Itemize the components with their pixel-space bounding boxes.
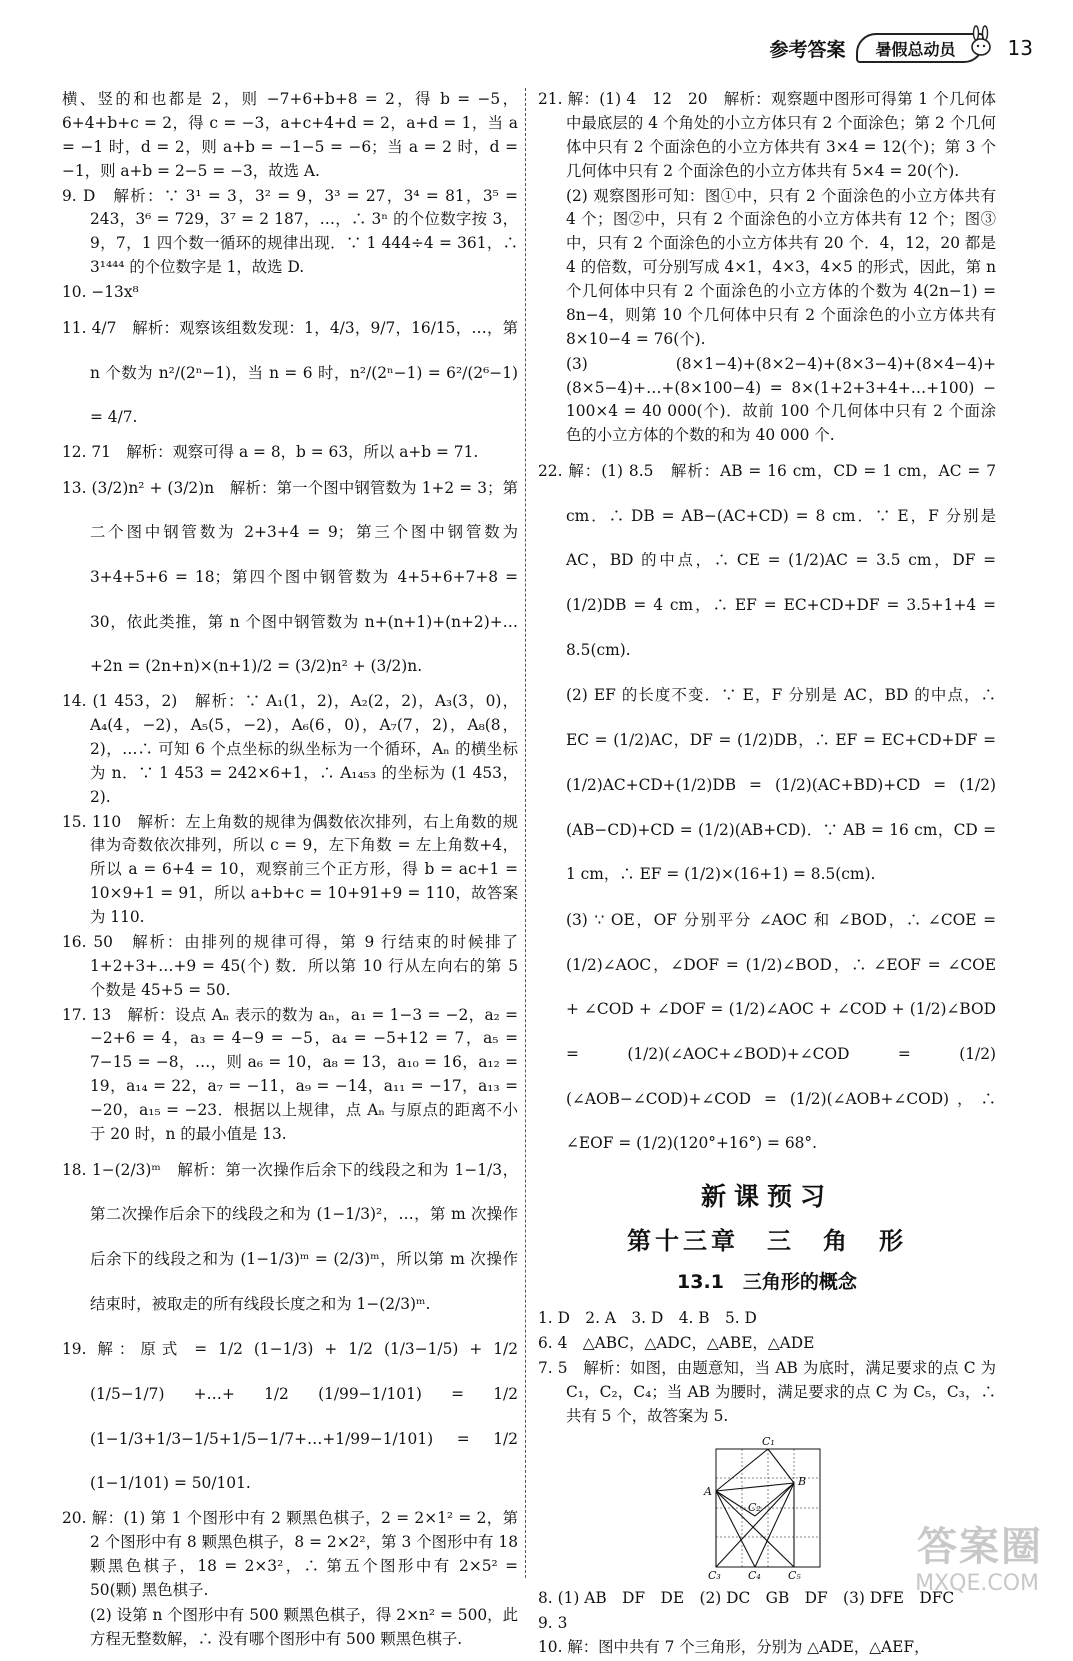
label-c2: C₂ (748, 1500, 761, 1514)
answer-22-part2: (2) EF 的长度不变．∵ E，F 分别是 AC，BD 的中点，∴ EC = (1/2)AC，DF = (1/2)DB，∴ EF = EC+CD+DF = (1/2)AC+CD+(1/2)DB = (1/2)(AC+BD)+CD = (1/2)(AB−CD)+CD = (1/2)(AB+CD)．∵ AB = 16 cm，CD = 1 cm，∴ EF = (1/2)×(16+1) = 8.5(cm). (566, 686, 996, 884)
header-title: 参考答案 (769, 38, 846, 61)
label-c3: C₃ (708, 1568, 721, 1581)
answer-15: 15. 110 解析：左上角数的规律为偶数依次排列，右上角数的规律为奇数依次排列，所以 c = 9，左下角数 = 左上角数+4，所以 a = 6+4 = 10，观察前三个正方形，得 b = ac+1 = 10×9+1 = 91，所以 a+b+c = 10+91+9 = 110，故答案为 110. (62, 812, 518, 926)
answers-1-5: 1. D 2. A 3. D 4. B 5. D (538, 1309, 757, 1328)
answer-10: 10. −13x⁸ (62, 283, 139, 301)
section-heading: 新课预习 (700, 1181, 833, 1211)
right-column (538, 88, 996, 1661)
answer-22-part3: (3) ∵ OE，OF 分别平分 ∠AOC 和 ∠BOD，∴ ∠COE = (1/2)∠AOC，∠DOF = (1/2)∠BOD，∴ ∠EOF = ∠COE + ∠COD + ∠DOF = (1/2)∠AOC + ∠COD + (1/2)∠BOD = (1/2)(∠AOC+∠BOD)+∠COD = (1/2)(∠AOB−∠COD)+∠COD = (1/2)(∠AOB+∠COD)，∴ ∠EOF = (1/2)(120°+16°) = 68°. (566, 910, 996, 1153)
answer-20-part2: (2) 设第 n 个图形中有 500 颗黑色棋子，得 2×n² = 500，此方程无整数解，∴ 没有哪个图形中有 500 颗黑色棋子. (90, 1605, 518, 1648)
label-b: B (798, 1474, 807, 1488)
answer-10-section: 10. 解：图中共有 7 个三角形，分别为 △ADE，△AEF， (538, 1638, 930, 1657)
chapter-heading: 第十三章 三 角 形 (627, 1226, 907, 1255)
column-divider (525, 88, 526, 1578)
header-badge (856, 33, 984, 63)
answer-8: 8. (1) AB DF DE (2) DC GB DF (3) DFE DFC (538, 1588, 955, 1607)
watermark-url: MXQE.COM (915, 1571, 1039, 1596)
answer-13: 13. (3/2)n² + (3/2)n 解析：第一个图中钢管数为 1+2 = 3；第二个图中钢管数为 2+3+4 = 9；第三个图中钢管数为 3+4+5+6 = 18；第四个图中钢管数为 4+5+6+7+8 = 30，依此类推，第 n 个图中钢管数为 n+(n+1)+(n+2)+…+2n = (2n+n)×(n+1)/2 = (3/2)n² + (3/2)n. (62, 478, 518, 676)
header-badge-text: 暑假总动员 (875, 39, 956, 59)
answer-7: 7. 5 解析：如图，由题意知，当 AB 为底时，满足要求的点 C 为 C₁，C₂，C₄；当 AB 为腰时，满足要求的点 C 为 C₅，C₃，∴ 共有 5 个，故答案为 5. (538, 1359, 996, 1425)
label-c1: C₁ (762, 1434, 775, 1448)
label-c5: C₅ (788, 1568, 801, 1581)
label-c4: C₄ (748, 1568, 761, 1581)
answer-14: 14. (1 453，2) 解析：∵ A₁(1，2)，A₂(2，2)，A₃(3，0)，A₄(4，−2)，A₅(5，−2)，A₆(6，0)，A₇(7，2)，A₈(8，2)，…∴ 可知 6 个点坐标的纵坐标为一个循环，Aₙ 的横坐标为 n．∵ 1 453 = 242×6+1，∴ A₁₄₅₃ 的坐标为 (1 453，2). (62, 692, 518, 806)
page-header (770, 28, 1033, 68)
answer-16: 16. 50 解析：由排列的规律可得，第 9 行结束的时候排了 1+2+3+…+9 = 45(个) 数．所以第 10 行从左向右的第 5 个数是 45+5 = 50. (62, 932, 518, 999)
answer-8-cont: 横、竖的和也都是 2，则 −7+6+b+8 = 2，得 b = −5，6+4+b+c = 2，得 c = −3，a+c+4+d = 2，a+d = 1，当 a = −1 时，d = 2，则 a+b = −1−5 = −6；当 a = 2 时，d = −1，则 a+b = 2−5 = −3，故选 A. (62, 90, 518, 180)
answer-19: 19. 解：原式 = 1/2 (1−1/3) + 1/2 (1/3−1/5) + 1/2 (1/5−1/7) +…+ 1/2 (1/99−1/101) = 1/2 (1−1/3+1/3−1/5+1/5−1/7+…+1/99−1/101) = 1/2 (1−1/101) = 50/101. (62, 1340, 518, 1493)
watermark-logo: 答案圈 (917, 1524, 1043, 1570)
answer-6: 6. 4 △ABC，△ADC，△ABE，△ADE (538, 1334, 815, 1353)
answer-18: 18. 1−(2/3)ᵐ 解析：第一次操作后余下的线段之和为 1−1/3，第二次操作后余下的线段之和为 (1−1/3)²，…，第 m 次操作后余下的线段之和为 (1−1/3)ᵐ = (2/3)ᵐ，所以第 m 次操作结束时，被取走的所有线段长度之和为 1−(2/3)ᵐ. (62, 1160, 518, 1313)
answer-11: 11. 4/7 解析：观察该组数发现：1，4/3，9/7，16/15，…，第 n 个数为 n²/(2ⁿ−1)，当 n = 6 时，n²/(2ⁿ−1) = 6²/(2⁶−1) = 4/7. (62, 318, 518, 427)
subsection-heading: 13.1 三角形的概念 (677, 1270, 857, 1293)
bunny-icon (964, 25, 998, 59)
label-a: A (704, 1484, 712, 1498)
answer-9-section: 9. 3 (538, 1613, 568, 1632)
answer-21-part3: (3) (8×1−4)+(8×2−4)+(8×3−4)+(8×4−4)+(8×5−4)+…+(8×100−4) = 8×(1+2+3+4+…+100) − 100×4 = 40 000(个)．故前 100 个几何体中只有 2 个面涂色的小立方体的个数的和为 40 000 个. (566, 354, 996, 445)
answer-22-part1: 22. 解：(1) 8.5 解析：AB = 16 cm，CD = 1 cm，AC = 7 cm．∴ DB = AB−(AC+CD) = 8 cm．∵ E，F 分别是 AC，BD 的中点，∴ CE = (1/2)AC = 3.5 cm，DF = (1/2)DB = 4 cm，∴ EF = EC+CD+DF = 3.5+1+4 = 8.5(cm). (538, 462, 996, 659)
page-number: 13 (1007, 36, 1033, 60)
left-column (62, 88, 518, 1652)
answer-17: 17. 13 解析：设点 Aₙ 表示的数为 aₙ，a₁ = 1−3 = −2，a₂ = −2+6 = 4，a₃ = 4−9 = −5，a₄ = −5+12 = 7，a₅ = 7−15 = −8，…，则 a₆ = 10，a₈ = 13，a₁₀ = 16，a₁₂ = 19，a₁₄ = 22，a₇ = −11，a₉ = −14，a₁₁ = −17，a₁₃ = −20，a₁₅ = −23．根据以上规律，点 Aₙ 与原点的距离不小于 20 时，n 的最小值是 13. (62, 1005, 518, 1143)
answer-12: 12. 71 解析：观察可得 a = 8，b = 63，所以 a+b = 71. (62, 442, 479, 461)
answer-21-part1: 21. 解：(1) 4 12 20 解析：观察题中图形可得第 1 个几何体中最底层的 4 个角处的小立方体只有 2 个面涂色；第 2 个几何体中只有 2 个面涂色的小立方体共有 3×4 = 12(个)；第 3 个几何体中只有 2 个面涂色的小立方体共有 5×4 = 20(个). (538, 90, 996, 180)
answer-21-part2: (2) 观察图形可知：图①中，只有 2 个面涂色的小立方体共有 4 个；图②中，只有 2 个面涂色的小立方体共有 12 个；图③中，只有 2 个面涂色的小立方体共有 20 个．4，12，20 都是 4 的倍数，可分别写成 4×1，4×3，4×5 的形式，因此，第 n 个几何体中只有 2 个面涂色的小立方体的个数为 4(2n−1) = 8n−4，则第 10 个几何体中只有 2 个面涂色的小立方体共有 8×10−4 = 76(个). (566, 186, 996, 348)
answer-9: 9. D 解析：∵ 3¹ = 3，3² = 9，3³ = 27，3⁴ = 81，3⁵ = 243，3⁶ = 729，3⁷ = 2 187，…，∴ 3ⁿ 的个位数字按 3，9，7，1 四个数一循环的规律出现．∵ 1 444÷4 = 361，∴ 3¹⁴⁴⁴ 的个位数字是 1，故选 D. (62, 186, 518, 277)
triangle-grid-figure (698, 1431, 838, 1581)
answer-20-part1: 20. 解：(1) 第 1 个图形中有 2 颗黑色棋子，2 = 2×1² = 2，第 2 个图形中有 8 颗黑色棋子，8 = 2×2²，第 3 个图形中有 18 颗黑色棋子，18 = 2×3²，∴ 第五个图形中有 2×5² = 50(颗) 黑色棋子. (62, 1509, 518, 1599)
